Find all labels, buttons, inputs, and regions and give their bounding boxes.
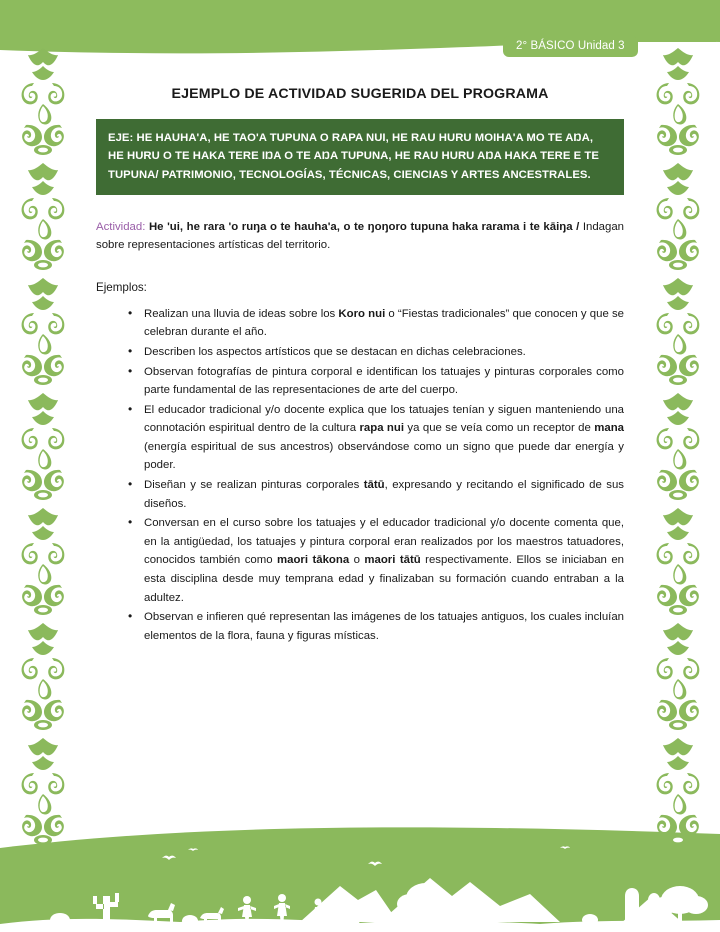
- example-text: ya que se veía como un receptor de: [404, 422, 595, 435]
- example-text: , expresando y recitando el significado de sus diseños.: [144, 479, 625, 510]
- unit-badge: 2° BÁSICO Unidad 3: [503, 36, 638, 57]
- activity-label: Actividad:: [96, 220, 146, 233]
- example-text: Conversan en el curso sobre los tatuajes y el educador tradicional y/o docente comenta que, en la antigüedad, los tatuajes y pintura corporal eran realizados por los maestros tatuadores, conocidos también como: [144, 517, 624, 567]
- example-text: (energía espiritual de sus ancestros) observándose como un signo que puede dar energía y poder.: [144, 440, 624, 472]
- example-text: Realizan una lluvia de ideas sobre los: [144, 307, 339, 320]
- example-text: o “Fiestas tradicionales” que conocen y que se celebran durante el año.: [144, 307, 624, 339]
- eje-banner: EJE: HE HAUHA'A, HE TAO'A TUPUNA O RAPA NUI, HE RAU HURU MOIHA'A MO TE AŊA, HE HURU O TE HAKA TERE IŊA O TE AŊA TUPUNA, HE RAU HURU AŊA HAKA TERE E TE TUPUNA/ PATRIMONIO, TECNOLOGÍAS, TÉCNICAS, CIENCIAS Y ARTES ANCESTRALES.: [96, 119, 624, 195]
- example-term-bold: Koro nui: [338, 307, 386, 320]
- activity-text-spanish: Indagan sobre representaciones artísticas del territorio.: [96, 220, 625, 252]
- left-ornamental-border: [20, 44, 66, 849]
- example-item: [128, 401, 624, 475]
- page-title: EJEMPLO DE ACTIVIDAD SUGERIDA DEL PROGRAMA: [171, 86, 549, 102]
- example-text: o: [349, 554, 365, 567]
- example-text: Describen los aspectos artísticos que se destacan en dichas celebraciones.: [144, 345, 526, 358]
- right-ornamental-border: [655, 44, 701, 849]
- example-term-bold: maori tātū: [364, 554, 421, 567]
- example-item: [128, 343, 624, 362]
- example-text: Observan fotografías de pintura corporal e identifican los tatuajes y pinturas corporales como parte fundamental de las representaciones de arte del cuerpo.: [144, 365, 624, 397]
- activity-text-rapanui: He 'ui, he rara 'o ruŋa o te hauha'a, o te ŋoŋoro tupuna haka rarama i te kāiŋa /: [148, 220, 580, 233]
- example-text: Diseñan y se realizan pinturas corporales: [144, 479, 364, 492]
- example-term-bold: tātū: [363, 479, 385, 492]
- activity-statement: [96, 218, 624, 255]
- example-item: [128, 608, 624, 645]
- document-content: [96, 0, 624, 646]
- example-term-bold: rapa nui: [359, 422, 405, 435]
- bottom-landscape-band: [0, 820, 720, 932]
- example-item: [128, 514, 624, 607]
- example-text: El educador tradicional y/o docente explica que los tatuajes tenían y siguen manteniendo una connotación espiritual dentro de la cultura: [144, 403, 624, 435]
- example-text: respectivamente. Ellos se iniciaban en esta disciplina desde muy temprana edad y finalizaban su formación cuando entraban a la adultez.: [144, 554, 624, 604]
- example-item: [128, 363, 624, 400]
- example-item: [128, 305, 624, 342]
- example-text: Observan e infieren qué representan las imágenes de los tatuajes antiguos, los cuales incluían elementos de la flora, fauna y figuras místicas.: [144, 611, 624, 642]
- example-term-bold: mana: [594, 422, 624, 435]
- example-term-bold: maori tākona: [276, 554, 350, 567]
- examples-label: Ejemplos:: [96, 280, 147, 294]
- example-item: [128, 476, 624, 513]
- examples-list: [96, 305, 624, 645]
